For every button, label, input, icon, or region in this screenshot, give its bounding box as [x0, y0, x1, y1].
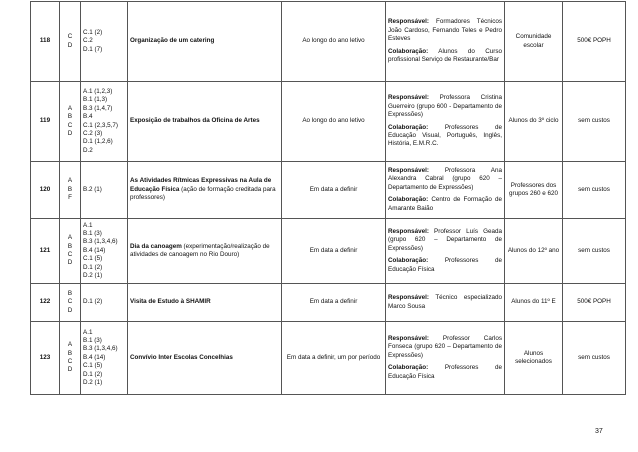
collaboration-label: Colaboração:	[388, 257, 429, 265]
objective-codes	[81, 322, 128, 395]
collaboration	[388, 364, 502, 381]
objective-code: B.2 (1)	[83, 185, 102, 193]
activity-number	[31, 82, 60, 162]
responsibles	[386, 322, 505, 395]
activity-title: Convívio Inter Escolas Concelhias	[130, 353, 233, 361]
cost	[563, 82, 626, 162]
collaboration-label: Colaboração:	[388, 123, 429, 131]
cost-text: sem custos	[578, 185, 610, 193]
collaboration	[388, 196, 502, 213]
responsibles	[386, 2, 505, 82]
activity-title: Visita de Estudo à SHAMIR	[130, 298, 211, 306]
domain-letters	[60, 162, 81, 219]
objective-code: D.2 (1)	[83, 379, 103, 387]
activity-description	[128, 82, 282, 162]
target-audience-text: Alunos do 11º E	[511, 298, 556, 306]
activity-number-text: 121	[39, 246, 51, 254]
collaboration	[388, 257, 502, 274]
cost	[563, 162, 626, 219]
domain-letter: B	[67, 289, 73, 297]
objective-codes	[81, 82, 128, 162]
objective-code: B.4	[83, 113, 93, 121]
collaboration-text: Alunos do Curso profissional Serviço de Restaurante/Bar	[388, 47, 502, 64]
responsible	[388, 335, 502, 360]
collaboration-label: Colaboração:	[388, 196, 429, 204]
domain-letter: A	[67, 341, 73, 349]
collaboration-text: Professores de Educação Física	[388, 364, 502, 380]
table-row	[31, 322, 626, 395]
activity-title: Organização de um catering	[130, 37, 215, 45]
collaboration-text: Professores de Educação Visual, Português, Inglês, História, E.M.R.C.	[388, 123, 502, 148]
target-audience	[505, 2, 563, 82]
responsible-label: Responsável:	[388, 294, 429, 302]
domain-letter: C	[67, 358, 73, 365]
target-audience-text: Alunos do 3º ciclo	[508, 117, 559, 125]
domain-letter: C	[67, 33, 73, 41]
objective-code: D.1 (2)	[83, 298, 103, 306]
cost-text: sem custos	[578, 353, 610, 361]
cost-text: sem custos	[578, 117, 610, 125]
domain-letter: C	[67, 298, 73, 306]
responsible-label: Responsável:	[388, 166, 429, 174]
table-row	[31, 162, 626, 219]
objective-code: C.1 (5)	[83, 362, 103, 370]
cost	[563, 219, 626, 284]
objective-code: D.1 (1,2,6)	[83, 138, 113, 146]
domain-letter: D	[67, 41, 73, 49]
target-audience-text: Alunos do 12º ano	[507, 246, 560, 254]
cost-text: 500€ POPH	[577, 37, 611, 45]
objective-code: C.1 (5)	[83, 255, 103, 263]
target-audience	[505, 284, 563, 322]
domain-letter: D	[67, 259, 73, 267]
objective-code: B.4 (14)	[83, 246, 106, 254]
cost-text: sem custos	[578, 246, 610, 254]
domain-letters	[60, 219, 81, 284]
objective-code: B.1 (3)	[83, 336, 102, 344]
target-audience	[505, 219, 563, 284]
objective-code: B.3 (1,4,7)	[83, 104, 113, 112]
objective-codes	[81, 219, 128, 284]
responsible	[388, 18, 502, 43]
domain-letter: D	[67, 366, 73, 374]
target-audience	[505, 82, 563, 162]
activity-title: Dia da canoagem	[130, 242, 182, 250]
collaboration-text: Centro de Formação de Amarante Baião	[388, 196, 502, 212]
responsible-label: Responsável:	[388, 94, 429, 102]
collaboration	[388, 124, 502, 149]
responsibles	[386, 219, 505, 284]
collaboration-label: Colaboração:	[388, 47, 429, 55]
activity-number-text: 118	[39, 37, 51, 45]
activities-table	[30, 1, 626, 395]
activity-details: (ação de formação creditada para professores)	[130, 185, 276, 202]
responsible-text: Formadores Técnicos João Cardoso, Fernando Teles e Pedro Esteves	[388, 18, 503, 43]
responsible	[388, 167, 502, 192]
responsibles	[386, 82, 505, 162]
activity-number-text: 123	[39, 353, 51, 361]
schedule-text: Em data a definir	[309, 298, 358, 306]
objective-code: A.1	[83, 328, 93, 336]
domain-letter: C	[67, 251, 73, 258]
objective-code: B.1 (1,3)	[83, 96, 108, 104]
target-audience-text: Professores dos grupos 260 e 620	[508, 181, 559, 197]
domain-letter: A	[67, 234, 73, 242]
objective-code: A.1 (1,2,3)	[83, 87, 113, 95]
target-audience	[505, 322, 563, 395]
activity-number	[31, 162, 60, 219]
objective-code: D.1 (2)	[83, 263, 103, 271]
objective-codes	[81, 162, 128, 219]
table-row	[31, 219, 626, 284]
domain-letter: F	[68, 194, 72, 202]
responsible-label: Responsável:	[388, 18, 429, 26]
activity-description	[128, 219, 282, 284]
page-number: 37	[595, 428, 603, 435]
responsible	[388, 228, 502, 253]
domain-letter: B	[67, 242, 73, 250]
responsibles	[386, 162, 505, 219]
schedule	[282, 2, 386, 82]
domain-letter: B	[67, 113, 73, 121]
objective-code: B.4 (14)	[83, 353, 106, 361]
table-row	[31, 82, 626, 162]
domain-letter: D	[67, 129, 73, 137]
domain-letter: C	[67, 121, 73, 129]
schedule	[282, 162, 386, 219]
activity-details: (experimentação/realização de atividades de canoagem no Rio Douro)	[130, 242, 270, 258]
activity-title: As Atividades Rítmicas Expressivas na Aula de Educação Física	[130, 177, 272, 193]
activity-number	[31, 2, 60, 82]
activity-number	[31, 322, 60, 395]
domain-letters	[60, 284, 81, 322]
activity-title: Exposição de trabalhos da Oficina de Artes	[130, 117, 260, 125]
schedule-text: Em data a definir	[309, 246, 358, 254]
schedule	[282, 322, 386, 395]
schedule-text: Em data a definir	[309, 185, 358, 193]
domain-letters	[60, 2, 81, 82]
table-row	[31, 2, 626, 82]
objective-code: B.3 (1,3,4,6)	[83, 345, 118, 353]
activity-number-text: 122	[39, 298, 51, 306]
schedule-text: Em data a definir, um por período	[286, 353, 381, 361]
objective-code: C.1 (2)	[83, 28, 103, 36]
collaboration-label: Colaboração:	[388, 364, 429, 372]
domain-letter: D	[67, 306, 73, 314]
schedule	[282, 284, 386, 322]
responsible-text: Professora Ana Alexandra Cabral (grupo 620 – Departamento de Expressões)	[388, 166, 502, 191]
objective-code: D.1 (2)	[83, 370, 103, 378]
schedule	[282, 82, 386, 162]
objective-codes	[81, 284, 128, 322]
responsibles	[386, 284, 505, 322]
objective-codes	[81, 2, 128, 82]
responsible-text: Professor Carlos Fonseca (grupo 620 – Departamento de Expressões)	[388, 334, 502, 359]
objective-code: A.1	[83, 221, 93, 229]
objective-code: B.3 (1,3,4,6)	[83, 238, 118, 246]
activity-description	[128, 2, 282, 82]
objective-code: D.2 (1)	[83, 272, 103, 280]
domain-letter: A	[67, 177, 73, 185]
table-row	[31, 284, 626, 322]
schedule-text: Ao longo do ano letivo	[302, 117, 365, 125]
activity-number	[31, 284, 60, 322]
domain-letter: B	[67, 349, 73, 357]
activity-description	[128, 162, 282, 219]
responsible	[388, 294, 502, 311]
objective-code: D.1 (7)	[83, 45, 103, 53]
schedule-text: Ao longo do ano letivo	[302, 37, 365, 45]
target-audience-text: Alunos selecionados	[515, 349, 552, 365]
responsible-label: Responsável:	[388, 227, 429, 235]
target-audience	[505, 162, 563, 219]
activity-number-text: 119	[39, 117, 51, 125]
objective-code: C.2 (3)	[83, 129, 103, 137]
target-audience-text: Comunidade escolar	[515, 33, 552, 49]
objective-code: D.2	[83, 146, 93, 154]
domain-letter: A	[67, 104, 73, 112]
responsible-label: Responsável:	[388, 334, 429, 342]
cost	[563, 2, 626, 82]
activity-description	[128, 322, 282, 395]
cost	[563, 284, 626, 322]
responsible-text: Professora Cristina Guerreiro (grupo 600 - Departamento de Expressões)	[388, 94, 502, 119]
activity-number-text: 120	[39, 185, 51, 193]
cost	[563, 322, 626, 395]
activity-description	[128, 284, 282, 322]
collaboration-text: Professores de Educação Física	[388, 257, 502, 273]
objective-code: B.1 (3)	[83, 229, 102, 237]
collaboration	[388, 48, 502, 65]
responsible-text: Professor Luís Geada (grupo 620 – Departamento de Expressões)	[388, 227, 502, 252]
responsible-text: Técnico especializado Marco Sousa	[388, 294, 502, 310]
schedule	[282, 219, 386, 284]
domain-letters	[60, 322, 81, 395]
objective-code: C.2	[83, 37, 93, 45]
activity-number	[31, 219, 60, 284]
domain-letter: B	[67, 185, 73, 193]
cost-text: 500€ POPH	[577, 298, 611, 306]
objective-code: C.1 (2,3,5,7)	[83, 121, 118, 129]
responsible	[388, 94, 502, 119]
domain-letters	[60, 82, 81, 162]
